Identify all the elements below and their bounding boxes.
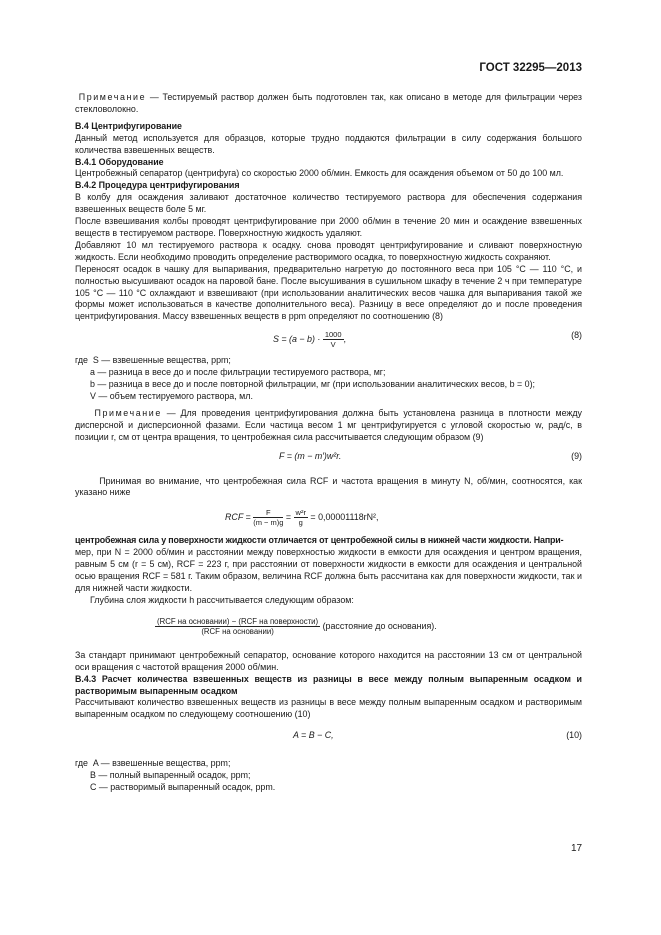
formula-10-expression: A = B − C, (293, 730, 334, 741)
formula-10 (75, 724, 582, 750)
formula-rcf-f2-num: w²r (295, 508, 306, 518)
formula-rcf-fraction-2 (294, 508, 308, 527)
formula-depth-den: (RCF на основании) (201, 626, 274, 636)
section-b42-p3: Добавляют 10 мл тестируемого раствора к осадку. снова проводят центрифугирование и сливают поверхностную жидкость. Если необходимо проводить определение растворимого осадка, то поверхностную жидкость сохраняют. (75, 239, 582, 262)
section-b42-title: В.4.2 Процедура центрифугирования (75, 180, 240, 191)
note-1-text: — Тестируемый раствор должен быть подготовлен так, как описано в методе для фильтрации через стекловолокно. (75, 92, 582, 114)
formula-rcf (75, 502, 582, 532)
formula-9-expression: F = (m − m′)w²r. (279, 450, 342, 461)
definitions-8-lead: где (75, 355, 88, 366)
formula-8-tail: , (343, 334, 346, 345)
rcf-intro-text: Принимая во внимание, что центробежная сила RCF и частота вращения в минуту N, об/мин, соотносятся, как указано ниже (75, 475, 582, 498)
definitions-8-item: a — разница в весе до и после фильтрации тестируемого раствора, мг; (90, 367, 386, 378)
formula-9 (75, 447, 582, 473)
formula-8-num: 1000 (324, 330, 342, 340)
formula-rcf-f2-den: g (298, 518, 303, 528)
definitions-10 (75, 758, 582, 794)
section-b4-intro: Данный метод используется для образцов, которые трудно поддаются фильтрации в силу содержания большого количества взвешенных веществ. (75, 132, 582, 155)
formula-depth-num: (RCF на основании) − (RCF на поверхности) (157, 616, 319, 626)
formula-depth-fraction (155, 617, 320, 636)
formula-8-number: (8) (571, 330, 582, 341)
page-number: 17 (571, 843, 583, 854)
rcf-depth: Глубина слоя жидкости h рассчитывается следующим образом: (90, 594, 354, 605)
section-b43-title: В.4.3 Расчет количества взвешенных веществ из разницы в весе между полным выпаренным осадком и растворимым выпаренным осадком (75, 673, 582, 696)
formula-rcf-lhs: RCF = (225, 512, 254, 523)
formula-8-den: V (330, 340, 336, 350)
definitions-10-item: C — растворимый выпаренный осадок, ppm. (90, 782, 276, 793)
section-b41-text: Центробежный сепаратор (центрифуга) со скоростью 2000 об/мин. Емкость для осаждения объемом от 50 до 100 мл. (75, 168, 564, 179)
rcf-intro (75, 476, 582, 500)
definitions-10-item: B — полный выпаренный осадок, ppm; (90, 770, 251, 781)
definitions-10-item: A — взвешенные вещества, ppm; (92, 758, 231, 769)
rcf-continuation: мер, при N = 2000 об/мин и расстоянии между поверхностью жидкости в емкости для осаждения и центром вращения, равным 5 см (r = 5 см), RCF = 223 г, при расстоянии от поверхности жидкости в емкости для осаждения и центральной осью вращения RCF = 581 г. Таким образом, величина RCF должна быть рассчитана как для поверхности жидкости, так и для нижней части жидкости. (75, 547, 582, 593)
formula-rcf-eq: = (283, 512, 294, 523)
definitions-8-item: b — разница в весе до и после повторной фильтрации, мг (при использовании аналитических весов, b = 0); (90, 379, 536, 390)
formula-10-number: (10) (566, 730, 582, 741)
definitions-10-lead: где (75, 758, 88, 769)
section-b42-p4: Переносят осадок в чашку для выпаривания, предварительно нагретую до постоянного веса при 105 °С — 110 °С, и полностью высушивают осадок на паровой бане. После высушивания в сушильном шкафу в течение 2 ч при температуре 105 °С — 110 °С охлаждают и взвешивают (при использовании аналитических весов чашка для выпаривания такой же формы может использоваться в качестве дополнительного веса). Разницу в весе определяют до и после проведения центрифугирования. Массу взвешенных веществ в ppm определяют по соотношению (8) (75, 263, 582, 322)
formula-depth-tail: (расстояние до основания). (322, 620, 437, 631)
formula-8-fraction (323, 330, 344, 349)
formula-rcf-tail: = 0,00001118rN², (307, 512, 379, 523)
formula-depth (75, 613, 582, 645)
note-2-label: Примечание (94, 407, 162, 418)
note-2 (75, 408, 582, 444)
formula-8 (75, 326, 582, 352)
section-b42-p1: В колбу для осаждения заливают достаточное количество тестируемого раствора для обеспечения содержания взвешенных веществ боле 5 мг. (75, 192, 582, 215)
section-b4-title: В.4 Центрифугирование (75, 120, 182, 131)
page-content (75, 92, 582, 794)
formula-rcf-f1-den: (m − m)g (253, 518, 284, 528)
note-1 (75, 92, 582, 116)
formula-rcf-fraction-1 (253, 508, 283, 527)
definitions-8 (75, 355, 582, 403)
note-2-text: — Для проведения центрифугирования должна быть установлена разница в плотности между дисперсной и дисперсионной фазами. Если частица весом 1 мг центрифугируется с угловой скоростью w, рад/с, в позиции r, см от центра вращения, то центробежная сила рассчитывается следующим образом (9) (75, 407, 582, 442)
formula-8-lhs: S = (a − b) · (273, 334, 323, 345)
definitions-8-row-1 (75, 355, 582, 367)
section-b41-title: В.4.1 Оборудование (75, 156, 164, 167)
rcf-standard: За стандарт принимают центробежный сепаратор, основание которого находится на расстоянии 13 см от центральной оси вращения с частотой вращения 2000 об/мин. (75, 649, 582, 672)
standard-header: ГОСТ 32295—2013 (479, 62, 582, 74)
definitions-8-item: V — объем тестируемого раствора, мл. (90, 390, 253, 401)
section-b43-text: Рассчитывают количество взвешенных веществ из разницы в весе между полным выпаренным осадком и растворимым выпаренным осадком по следующему соотношению (10) (75, 697, 582, 720)
section-b42-p2: После взвешивания колбы проводят центрифугирование при 2000 об/мин в течение 20 мин и осаждение взвешенных веществ в тестируемом растворе. Поверхностную жидкость удаляют. (75, 216, 582, 238)
definitions-10-row-1 (75, 758, 582, 770)
formula-rcf-f1-num: F (253, 508, 283, 518)
definitions-8-item: S — взвешенные вещества, ppm; (92, 355, 231, 366)
rcf-bold-line: центробежная сила у поверхности жидкости отличается от центробежной силы в нижней части жидкости. Напри- (75, 535, 564, 546)
note-1-label: Примечание (78, 92, 147, 102)
formula-9-number: (9) (571, 450, 582, 461)
